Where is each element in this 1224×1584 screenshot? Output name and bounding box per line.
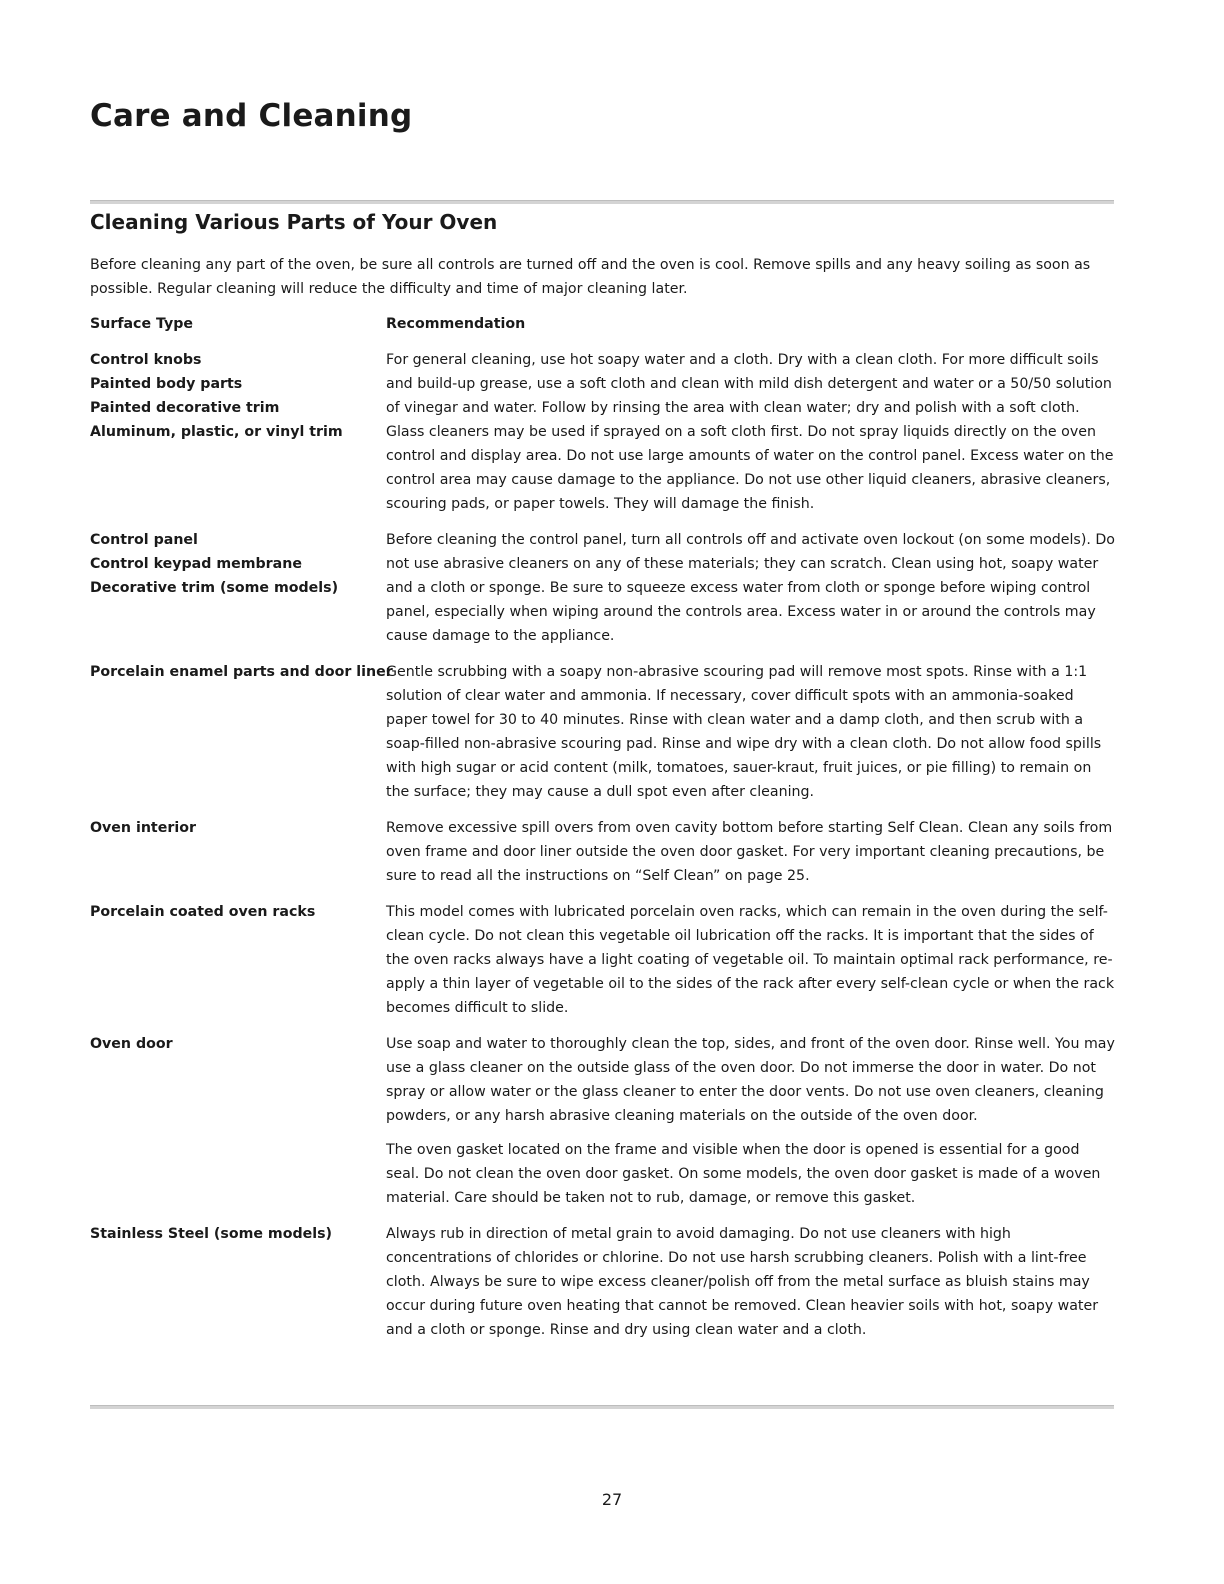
surface-type-cell — [90, 900, 386, 1020]
recommendation-text: For general cleaning, use hot soapy water and a cloth. Dry with a clean cloth. For more difficult soils and build-up grease, use a soft cloth and clean with mild dish detergent and water or a 50/50 solution of vinegar and water. Follow by rinsing the area with clean water; dry and polish with a soft cloth. Glass cleaners may be used if sprayed on a soft cloth first. Do not spray liquids directly on the oven control and display area. Do not use large amounts of water on the control panel. Excess water on the control area may cause damage to the appliance. Do not use other liquid cleaners, abrasive cleaners, scouring pads, or paper towels. They will damage the finish. — [386, 352, 1114, 512]
surface-type-label: Control panel — [90, 532, 198, 548]
recommendation-cell — [386, 1222, 1116, 1342]
recommendation-text: The oven gasket located on the frame and visible when the door is opened is essential for a good seal. Do not clean the oven door gasket. On some models, the oven door gasket is made of a woven material. Care should be taken not to rub, damage, or remove this gasket. — [386, 1142, 1101, 1206]
table-body — [90, 348, 1120, 1342]
surface-type-label: Porcelain enamel parts and door liner — [90, 664, 393, 680]
surface-type-cell — [90, 816, 386, 888]
surface-type-label: Painted body parts — [90, 376, 243, 392]
table-row — [90, 816, 1120, 888]
surface-type-label: Oven door — [90, 1036, 173, 1052]
surface-type-label: Aluminum, plastic, or vinyl trim — [90, 424, 343, 440]
table-header — [90, 312, 1120, 348]
page-title: Care and Cleaning — [90, 98, 413, 134]
table-row — [90, 1222, 1120, 1342]
recommendation-cell — [386, 348, 1116, 516]
surface-type-cell — [90, 348, 386, 516]
recommendation-cell — [386, 660, 1116, 804]
surface-type-label: Porcelain coated oven racks — [90, 904, 316, 920]
recommendation-text: This model comes with lubricated porcelain oven racks, which can remain in the oven during the self-clean cycle. Do not clean this vegetable oil lubrication off the racks. It is important that the sides of the oven racks always have a light coating of vegetable oil. To maintain optimal rack performance, re-apply a thin layer of vegetable oil to the sides of the rack after every self-clean cycle or when the rack becomes difficult to slide. — [386, 904, 1115, 1016]
table-row — [90, 348, 1120, 516]
section-title: Cleaning Various Parts of Your Oven — [90, 210, 498, 234]
intro-paragraph: Before cleaning any part of the oven, be sure all controls are turned off and the oven is cool. Remove spills and any heavy soiling as soon as possible. Regular cleaning will reduce the difficulty and time of major cleaning later. — [90, 257, 1091, 297]
surface-type-label: Stainless Steel (some models) — [90, 1226, 333, 1242]
recommendation-header: Recommendation — [386, 316, 526, 332]
recommendation-text: Remove excessive spill overs from oven cavity bottom before starting Self Clean. Clean any soils from oven frame and door liner outside the oven door gasket. For very important cleaning precautions, be sure to read all the instructions on “Self Clean” on page 25. — [386, 820, 1113, 884]
surface-type-cell — [90, 528, 386, 648]
surface-type-label: Control knobs — [90, 352, 202, 368]
recommendation-cell — [386, 816, 1116, 888]
table-row — [90, 1032, 1120, 1210]
surface-type-label: Decorative trim (some models) — [90, 580, 339, 596]
surface-type-cell — [90, 1222, 386, 1342]
recommendation-cell — [386, 1032, 1116, 1210]
surface-type-cell — [90, 1032, 386, 1210]
recommendation-text: Use soap and water to thoroughly clean the top, sides, and front of the oven door. Rinse well. You may use a glass cleaner on the outside glass of the oven door. Do not immerse the door in water. Do not spray or allow water or the glass cleaner to enter the door vents. Do not use oven cleaners, cleaning powders, or any harsh abrasive cleaning materials on the outside of the oven door. — [386, 1036, 1115, 1124]
surface-type-label: Control keypad membrane — [90, 556, 302, 572]
top-divider — [90, 200, 1114, 204]
recommendation-text: Always rub in direction of metal grain to avoid damaging. Do not use cleaners with high concentrations of chlorides or chlorine. Do not use harsh scrubbing cleaners. Polish with a lint-free cloth. Always be sure to wipe excess cleaner/polish off from the metal surface as bluish stains may occur during future oven heating that cannot be removed. Clean heavier soils with hot, soapy water and a cloth or sponge. Rinse and dry using clean water and a cloth. — [386, 1226, 1099, 1338]
surface-type-label: Painted decorative trim — [90, 400, 280, 416]
table-row — [90, 660, 1120, 804]
recommendation-cell — [386, 528, 1116, 648]
table-row — [90, 528, 1120, 648]
table-row — [90, 900, 1120, 1020]
recommendation-text: Gentle scrubbing with a soapy non-abrasive scouring pad will remove most spots. Rinse with a 1:1 solution of clear water and ammonia. If necessary, cover difficult spots with an ammonia-soaked paper towel for 30 to 40 minutes. Rinse with clean water and a damp cloth, and then scrub with a soap-filled non-abrasive scouring pad. Rinse and wipe dry with a clean cloth. Do not allow food spills with high sugar or acid content (milk, tomatoes, sauer-kraut, fruit juices, or pie filling) to remain on the surface; they may cause a dull spot even after cleaning. — [386, 664, 1102, 800]
surface-type-cell — [90, 660, 393, 804]
cleaning-table — [90, 312, 1120, 1354]
recommendation-cell — [386, 900, 1116, 1020]
bottom-divider — [90, 1405, 1114, 1409]
surface-type-header: Surface Type — [90, 316, 194, 332]
page-number: 27 — [601, 1490, 623, 1509]
surface-type-label: Oven interior — [90, 820, 196, 836]
recommendation-text: Before cleaning the control panel, turn all controls off and activate oven lockout (on some models). Do not use abrasive cleaners on any of these materials; they can scratch. Clean using hot, soapy water and a cloth or sponge. Be sure to squeeze excess water from cloth or sponge before wiping control panel, especially when wiping around the controls area. Excess water in or around the controls may cause damage to the appliance. — [386, 532, 1115, 644]
